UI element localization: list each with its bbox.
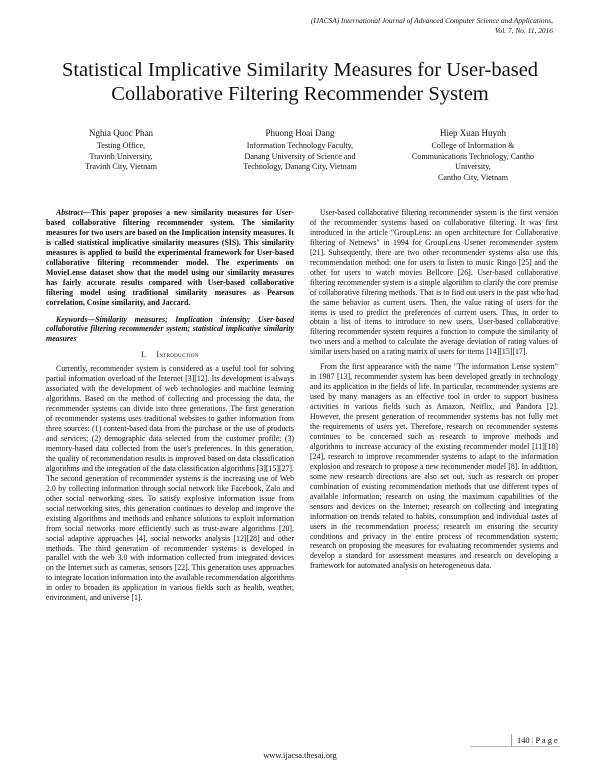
right-column [310, 208, 558, 576]
paragraph: From the first appearance with the name "The information Lense system" in 1987 [13], recommender system has been developed greatly in technology and its application in the fields of life. In particular, recommender systems are used by many managers as an effective tool in order to support business activities in various fields such as Amazon, Netflix, and Pandora [2]. However, the present generation of recommender systems has not fully met the requirements of users yet. Therefore, research on recommender systems continues to be concerned such as research to improve methods and algorithms to increase accuracy of the existing recommender model [11][18][24], research to improve recommender systems to adapt to the information explosion and research to propose a new recommender model [8]. In addition, some new research directions are also set out, such as research on proper combination of existing recommendation methods that use different types of available information; research on using the maximum capabilities of the sensors and devices on the Internet; research on collecting and integrating information on trends related to habits, consumption and individual tastes of users in the recommendation process; research on ensuring the security conditions and privacy in the entire process of recommendation system; research on proposing the measures for evaluating recommender systems and develop a standard for assessment measures and research on developing a framework for automated analysis on heterogeneous data. [310, 362, 558, 571]
author-2 [225, 128, 375, 173]
paper-title: Statistical Implicative Similarity Measures for User-based Collaborative Filtering Recommender System [61, 59, 539, 105]
journal-name: (IJACSA) International Journal of Advanced Computer Science and Applications, [310, 16, 553, 25]
page-label: P a g e [535, 736, 558, 745]
paragraph: User-based collaborative filtering recommender system is the first version of the recommender systems based on collaborative filtering. It was first introduced in the article "GroupLens: an open architecture for Collaborative filtering of Netnews" in 1994 for GroupLens Usenet recommender system [21]. Subsequently, there are two other recommender systems also use this recommendation method: one for users to listen to music Ringo [25] and the other for users to watch movies Bellcore [26]. User-based collaborative filtering recommender system is a simple algorithm to clarify the core premise of collaborative filtering methods. That is to find out users in the past who had the same behavior as current users. Then, the value rating of users for the items is used to predict the preferences of current users. Thus, in order to obtain a list of items to introduce to new users, User-based collaborative filtering recommender system requires a function to compute the similarity of two users and a method to calculate the average deviation of rating values of similar users based on a rating matrix of users for items [14][15][17]. [310, 208, 558, 357]
abstract-lead: Abstract [56, 208, 84, 217]
footer-divider [511, 734, 512, 746]
author-affiliation: Information Technology Faculty, Danang University of Science and Technology, Danang City, Vietnam [243, 141, 357, 172]
section-title: Introduction [156, 350, 199, 360]
page-number: 140 | P a g e [517, 736, 558, 745]
author-3 [398, 128, 548, 183]
author-name: Hiep Xuan Huynh [440, 128, 506, 138]
section-number: I. [141, 350, 147, 360]
journal-header [193, 16, 553, 36]
keywords: Keywords—Similarity measures; Implication intensity; User-based collaborative filtering recommender system; statistical implicative similarity measures [46, 314, 294, 344]
journal-volume: Vol. 7, No. 11, 2016 [494, 26, 553, 35]
author-affiliation: Testing Office, Travinh University, Travinh City, Vietnam [84, 141, 158, 172]
author-name: Phuong Hoai Dang [265, 128, 335, 138]
abstract-text: —This paper proposes a new similarity measures for User-based collaborative filtering recommender system. The similarity measures for two users are based on the Implication intensity measures. It is called statistical implicative similarity measures (SIS). This similarity measures is applied to build the experimental framework for User-based collaborative filtering recommender model. The experiments on MovieLense dataset show that the model using our similarity measures has fairly accurate results compared with User-based collaborative filtering model using traditional similarity measures as Pearson correlation, Cosine similarity, and Jaccard. [46, 208, 294, 307]
left-column [46, 208, 294, 608]
page-number-value: 140 [517, 736, 530, 745]
footer-rule [470, 746, 560, 747]
author-1 [46, 128, 196, 173]
abstract [46, 208, 294, 308]
journal-url[interactable]: www.ijacsa.thesai.org [263, 751, 337, 760]
section-heading [46, 350, 294, 360]
author-name: Nghia Quoc Phan [89, 128, 153, 138]
author-affiliation: College of Information & Communications Technology, Cantho University, Cantho City, Vietnam [411, 141, 535, 182]
paragraph: Currently, recommender system is considered as a useful tool for solving partial information overload of the Internet [3][12]. Its development is always associated with the development of web technologies and machine learning algorithms. Based on the method of collecting and processing the data, the recommender systems can divide into three generations. The first generation of recommender systems uses traditional websites to gather information from three sources: (1) content-based data from the purchase or the use of products and services; (2) demographic data selected from the customer profile; (3) memory-based data collected from the user's preferences. In this generation, the quality of recommendation results is improved based on data classification algorithms and the integration of the data classification algorithms [3][15][27]. The second generation of recommender systems is the increasing use of Web 2.0 by collecting information through social network like Facebook, Zalo and other social networking sites. To satisfy explosive information issue from social networking sites, this generation continues to develop and improve the existing algorithms and methods and enhance solutions to exploit information from social networks more efficiently such as trust-aware algorithms [20], social adaptive approaches [4], social networks analysis [12][28] and other methods. The third generation of recommender systems is developed in parallel with the web 3.0 with information collected from integrated devices on the Internet such as cameras, sensors [22]. This generation uses approaches to integrate location information into the available recommendation algorithms in order to broaden its application in various fields such as health, weather, environment, and universe [1]. [46, 364, 294, 603]
